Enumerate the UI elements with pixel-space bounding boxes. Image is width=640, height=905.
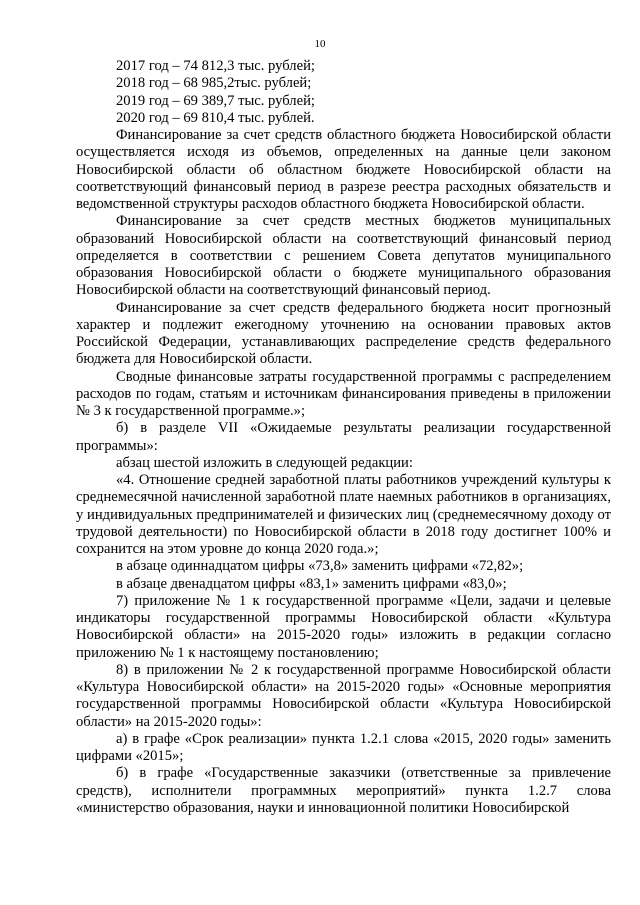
document-body: [76, 58, 611, 817]
paragraph-item-8b: б) в графе «Государственные заказчики (ответственные за привлечение средств), исполнители программных мероприятий» пункта 1.2.7 слова «министерство образования, науки и инновационной политики Новосибирской: [76, 765, 611, 816]
paragraph-item-7: 7) приложение № 1 к государственной программе «Цели, задачи и целевые индикаторы государственной программы Новосибирской области «Культура Новосибирской области» на 2015-2020 годы» изложить в редакции согласно приложению № 1 к настоящему постановлению;: [76, 592, 611, 661]
paragraph-regional-budget: Финансирование за счет средств областного бюджета Новосибирской области осуществляется исходя из объемов, определенных на данные цели законом Новосибирской области об областном бюджете Новосибирской области на соответствующий финансовый период в разрезе реестра расходных обязательств и ведомственной структуры расходов областного бюджета Новосибирской области.: [76, 127, 611, 212]
paragraph-summary-costs: Сводные финансовые затраты государственной программы с распределением расходов по годам, статьям и источникам финансирования приведены в приложении № 3 к государственной программе.»;: [76, 368, 611, 419]
paragraph-section-vii: б) в разделе VII «Ожидаемые результаты реализации государственной программы»:: [76, 420, 611, 454]
paragraph-sixth-abzac: абзац шестой изложить в следующей редакции:: [116, 454, 413, 471]
paragraph-eleventh-abzac: в абзаце одиннадцатом цифры «73,8» заменить цифрами «72,82»;: [116, 558, 524, 575]
funding-line-2017: 2017 год – 74 812,3 тыс. рублей;: [116, 58, 315, 74]
paragraph-item-4: «4. Отношение средней заработной платы работников учреждений культуры к среднемесячной начисленной заработной плате наемных работников в организациях, у индивидуальных предпринимателей и физических лиц (среднемесячному доходу от трудовой деятельности) по Новосибирской области в 2018 году достигнет 100% и сохранится на этом уровне до конца 2020 года.»;: [76, 472, 611, 557]
page-number: 10: [314, 38, 326, 50]
funding-line-2018: 2018 год – 68 985,2тыс. рублей;: [116, 75, 312, 92]
funding-line-2020: 2020 год – 69 810,4 тыс. рублей.: [116, 109, 315, 126]
paragraph-twelfth-abzac: в абзаце двенадцатом цифры «83,1» заменить цифрами «83,0»;: [116, 575, 507, 592]
funding-line-2019: 2019 год – 69 389,7 тыс. рублей;: [116, 92, 315, 109]
paragraph-item-8a: а) в графе «Срок реализации» пункта 1.2.1 слова «2015, 2020 годы» заменить цифрами «2015»;: [76, 730, 611, 764]
paragraph-local-budgets: Финансирование за счет средств местных бюджетов муниципальных образований Новосибирской области на соответствующий финансовый период определяется в соответствии с решением Совета депутатов муниципального образования Новосибирской области о бюджете муниципального образования Новосибирской области на соответствующий финансовый период.: [76, 213, 611, 299]
paragraph-item-8: 8) в приложении № 2 к государственной программе Новосибирской области «Культура Новосибирской области» на 2015-2020 годы» «Основные мероприятия государственной программы Новосибирской области «Культура Новосибирской области» на 2015-2020 годы»:: [76, 661, 611, 730]
paragraph-federal-budget: Финансирование за счет средств федерального бюджета носит прогнозный характер и подлежит ежегодному уточнению на основании правовых актов Российской Федерации, устанавливающих распределение средств федерального бюджета для Новосибирской области.: [76, 299, 611, 368]
